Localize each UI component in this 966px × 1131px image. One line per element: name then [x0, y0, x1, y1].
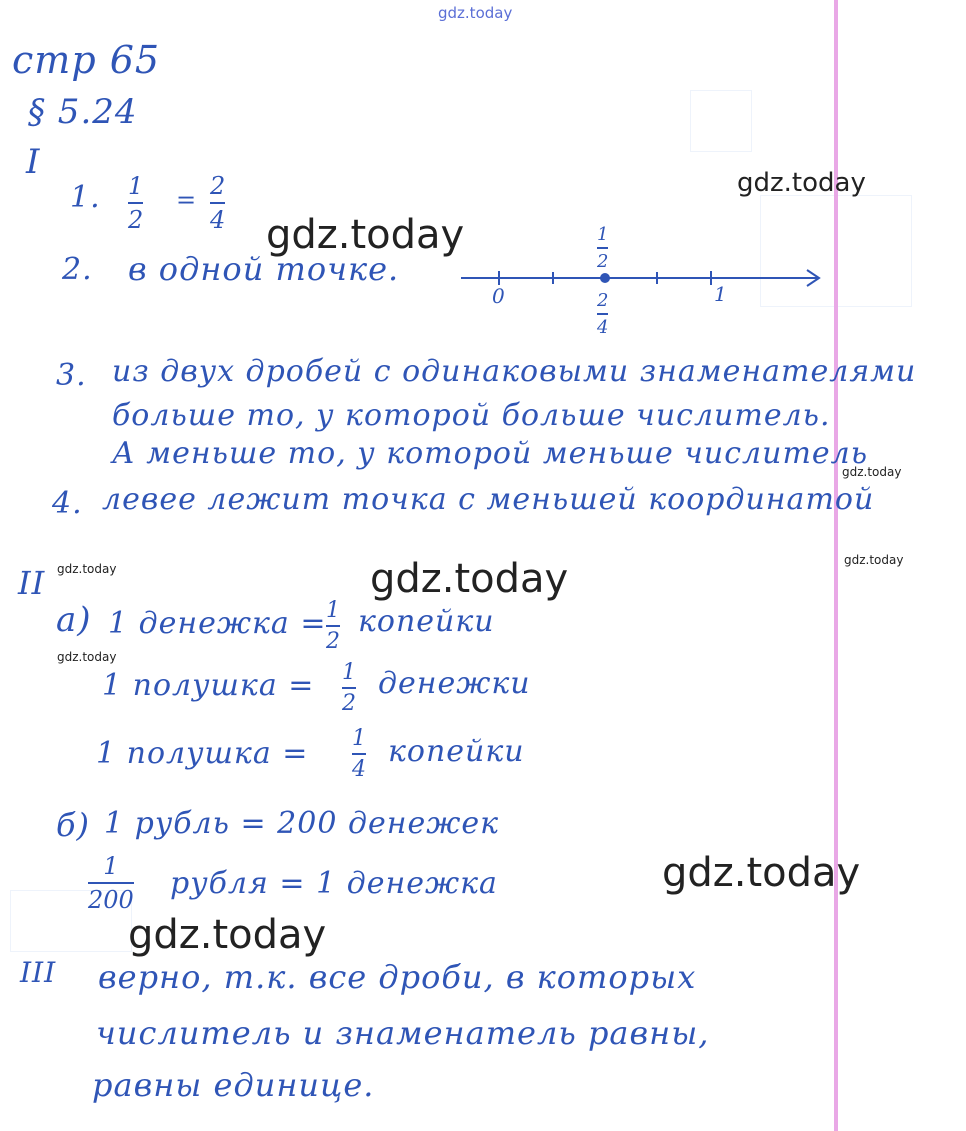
item-4-text: левее лежит точка с меньшей координатой — [102, 482, 875, 517]
fraction-denominator: 200 — [88, 886, 134, 914]
fraction-numerator: 1 — [103, 852, 119, 880]
part-2-numeral: II — [18, 564, 46, 602]
fraction-denominator: 2 — [326, 629, 340, 654]
part-3-line-1: верно, т.к. все дроби, в которых — [98, 958, 697, 996]
part-2a-line-1-right: копейки — [358, 604, 495, 639]
fraction-numerator: 1 — [326, 598, 340, 623]
section-number: § 5.24 — [28, 92, 138, 132]
watermark-large: gdz.today — [662, 850, 861, 896]
part-2a-line-2-fraction — [342, 660, 356, 716]
watermark-large: gdz.today — [370, 556, 569, 602]
fraction-numerator: 2 — [597, 290, 609, 311]
part-2a-line-2-left: 1 полушка = — [102, 668, 315, 703]
watermark-large: gdz.today — [128, 912, 327, 958]
part-3-line-3: равны единице. — [92, 1066, 375, 1104]
part-2a-line-1-left: 1 денежка = — [108, 606, 327, 641]
point-label-bottom — [597, 290, 608, 338]
item-1-number: 1. — [70, 180, 101, 215]
watermark-small: gdz.today — [57, 650, 117, 664]
item-3-line-2: больше то, у которой больше числитель. — [112, 398, 831, 433]
part-3-numeral: III — [20, 956, 57, 989]
part-2a-line-3-left: 1 полушка = — [96, 736, 309, 771]
item-1-fraction-a — [128, 172, 143, 234]
fraction-denominator: 2 — [342, 691, 356, 716]
part-2b-line-2-right: рубля = 1 денежка — [170, 866, 498, 901]
fraction-numerator: 2 — [210, 172, 226, 200]
fraction-bar — [88, 882, 134, 884]
fraction-bar — [597, 313, 608, 315]
item-3-line-3: А меньше то, у которой меньше числитель — [112, 436, 869, 471]
part-2a-line-1-fraction — [326, 598, 340, 654]
item-4-number: 4. — [52, 486, 83, 521]
fraction-bar — [342, 687, 356, 689]
fraction-denominator: 4 — [210, 206, 226, 234]
number-line-label-one: 1 — [714, 282, 727, 306]
fraction-numerator: 1 — [342, 660, 356, 685]
watermark-large: gdz.today — [266, 212, 465, 258]
number-line-label-zero: 0 — [492, 284, 505, 308]
fraction-denominator: 2 — [128, 206, 144, 234]
point-label-top — [597, 224, 608, 272]
fraction-numerator: 1 — [352, 726, 366, 751]
watermark-large: gdz.today — [737, 168, 866, 198]
fraction-numerator: 1 — [597, 224, 609, 245]
watermark-small: gdz.today — [842, 465, 902, 479]
item-1-equals: = — [176, 186, 198, 214]
part-3-line-2: числитель и знаменатель равны, — [96, 1014, 710, 1052]
item-2-number: 2. — [62, 252, 93, 287]
fraction-bar — [597, 247, 608, 249]
fraction-bar — [128, 202, 143, 204]
item-2-text: в одной точке. — [128, 250, 400, 288]
fraction-denominator: 2 — [597, 251, 609, 272]
part-2a-line-2-right: денежки — [378, 666, 531, 701]
fraction-denominator: 4 — [352, 757, 366, 782]
point-half — [600, 273, 610, 283]
watermark-small: gdz.today — [57, 562, 117, 576]
fraction-bar — [210, 202, 225, 204]
grid-ghost — [690, 90, 752, 152]
watermark-small: gdz.today — [844, 553, 904, 567]
part-2a-label: а) — [56, 600, 92, 640]
part-2b-line-2-fraction — [88, 852, 134, 914]
part-2a-line-3-fraction — [352, 726, 366, 782]
fraction-numerator: 1 — [128, 172, 144, 200]
item-1-fraction-b — [210, 172, 225, 234]
fraction-denominator: 4 — [597, 317, 609, 338]
fraction-bar — [352, 753, 366, 755]
watermark-top: gdz.today — [438, 4, 513, 22]
part-2b-label: б) — [56, 806, 91, 844]
item-3-number: 3. — [56, 358, 87, 393]
page-reference: стр 65 — [12, 38, 161, 82]
part-1-numeral: I — [26, 142, 41, 182]
part-2b-line-1: 1 рубль = 200 денежек — [104, 806, 500, 841]
fraction-bar — [326, 625, 340, 627]
part-2a-line-3-right: копейки — [388, 734, 525, 769]
number-line — [455, 222, 835, 302]
item-3-line-1: из двух дробей с одинаковыми знаменателями — [112, 354, 917, 389]
